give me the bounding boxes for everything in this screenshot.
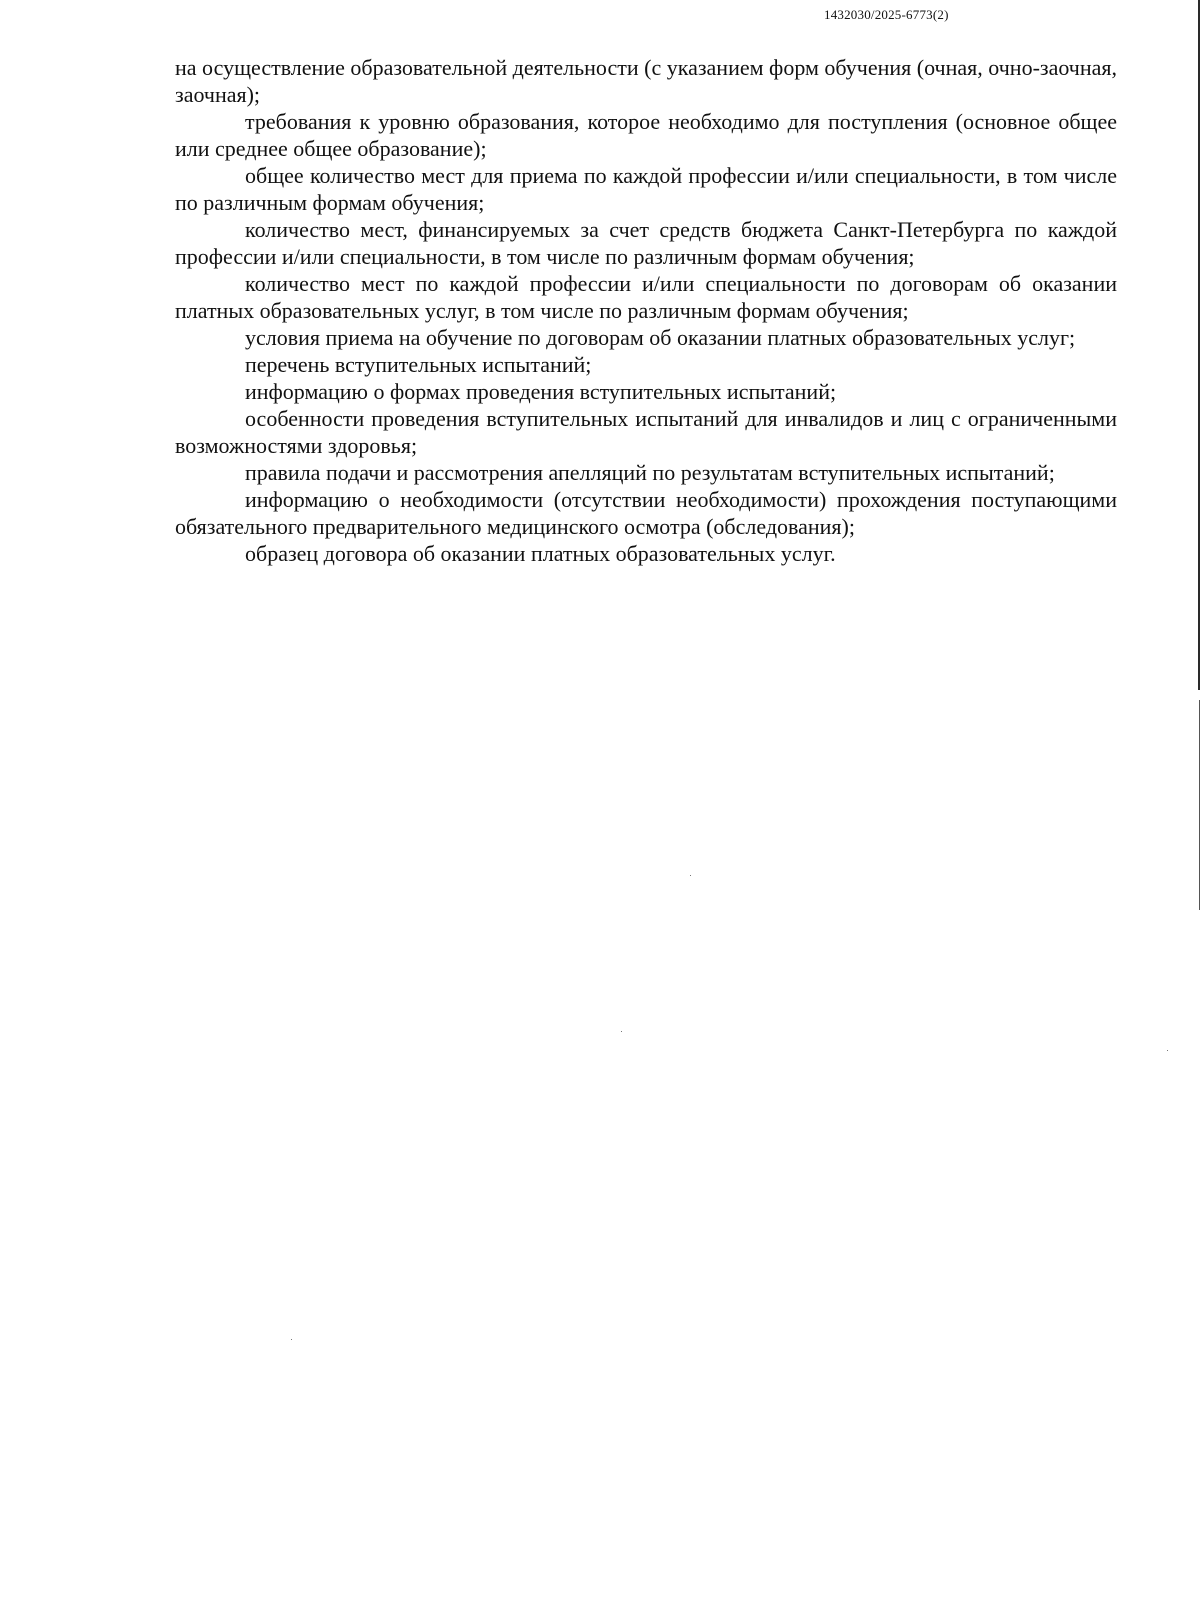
- document-number: 1432030/2025-6773(2): [824, 7, 949, 22]
- scan-speck: [1167, 1050, 1168, 1051]
- scan-speck: [690, 875, 691, 876]
- paragraph: на осуществление образовательной деятельности (с указанием форм обучения (очная, очно-заочная, заочная);: [175, 55, 1117, 107]
- scan-speck: [621, 1031, 622, 1032]
- document-body: [175, 54, 1117, 567]
- scan-speck: [291, 1339, 292, 1340]
- paragraph: условия приема на обучение по договорам об оказании платных образовательных услуг;: [245, 325, 1076, 350]
- paragraph: правила подачи и рассмотрения апелляций по результатам вступительных испытаний;: [245, 460, 1055, 485]
- paragraph: общее количество мест для приема по каждой профессии и/или специальности, в том числе по различным формам обучения;: [175, 163, 1117, 215]
- paragraph: требования к уровню образования, которое необходимо для поступления (основное общее или среднее общее образование);: [175, 109, 1117, 161]
- paragraph: перечень вступительных испытаний;: [245, 352, 592, 377]
- paragraph: количество мест по каждой профессии и/или специальности по договорам об оказании платных образовательных услуг, в том числе по различным формам обучения;: [175, 271, 1117, 323]
- paragraph: информацию о необходимости (отсутствии необходимости) прохождения поступающими обязательного предварительного медицинского осмотра (обследования);: [175, 487, 1117, 539]
- paragraph: информацию о формах проведения вступительных испытаний;: [245, 379, 837, 404]
- paragraph: особенности проведения вступительных испытаний для инвалидов и лиц с ограниченными возможностями здоровья;: [175, 406, 1117, 458]
- paragraph: количество мест, финансируемых за счет средств бюджета Санкт-Петербурга по каждой профессии и/или специальности, в том числе по различным формам обучения;: [175, 217, 1117, 269]
- paragraph: образец договора об оказании платных образовательных услуг.: [245, 541, 836, 566]
